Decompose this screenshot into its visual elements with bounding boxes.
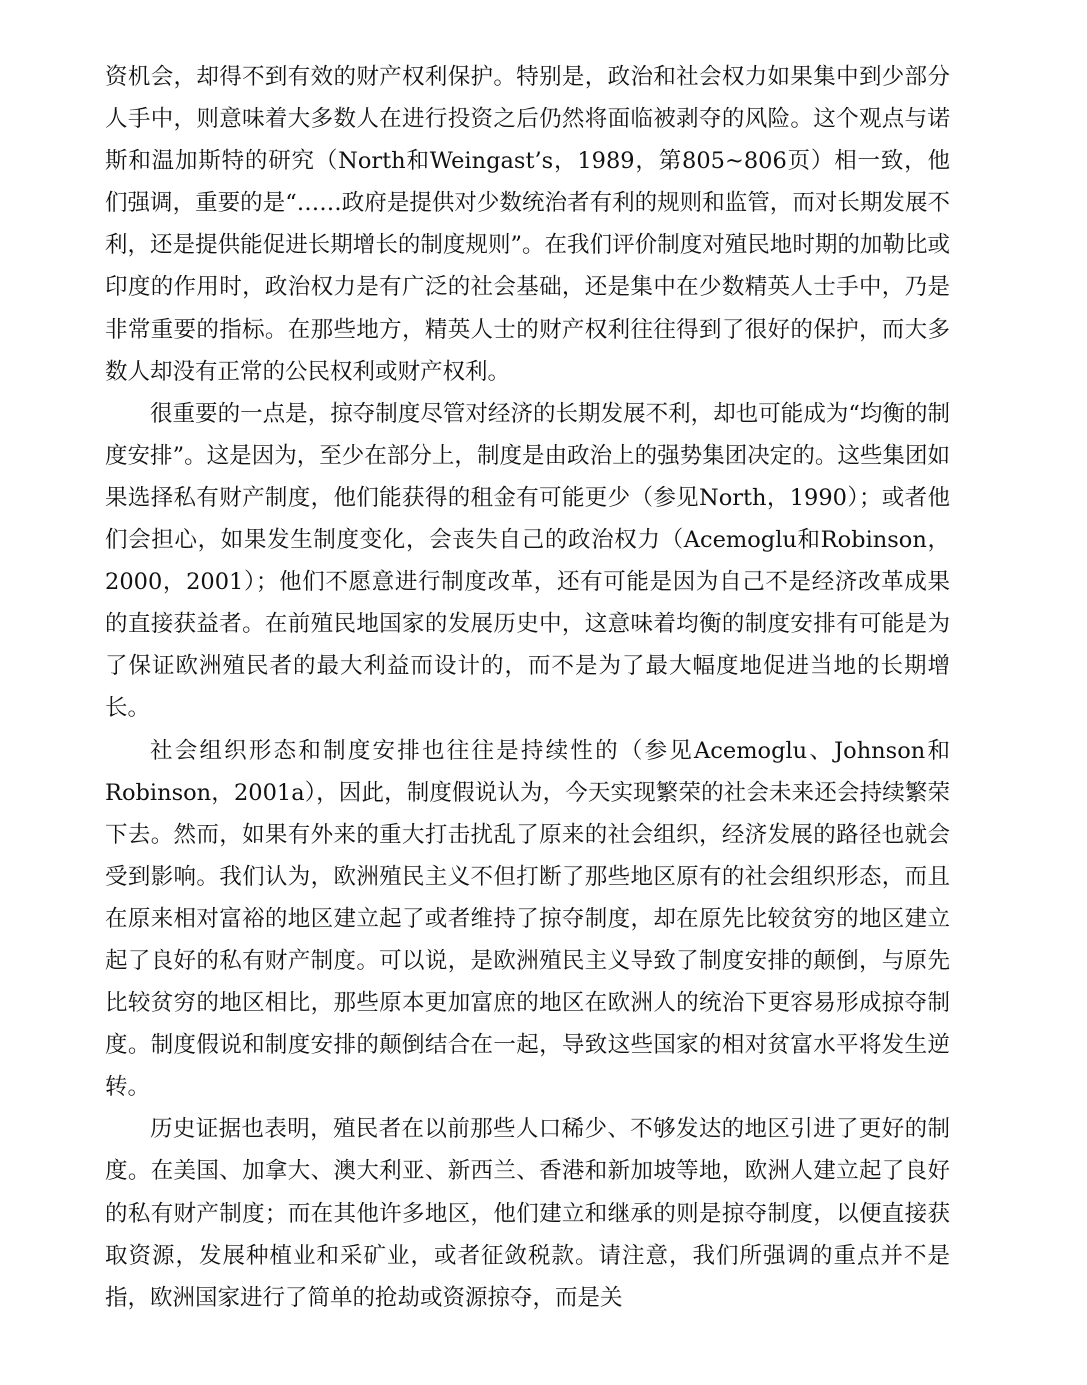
paragraph-historical-evidence: 历史证据也表明，殖民者在以前那些人口稀少、不够发达的地区引进了更好的制度。在美国、加拿大、澳大利亚、新西兰、香港和新加坡等地，欧洲人建立起了良好的私有财产制度；而在其他许多地区，他们建立和继承的则是掠夺制度，以便直接获取资源，发展种植业和采矿业，或者征敛税款。请注意，我们所强调的重点并不是指，欧洲国家进行了简单的抢劫或资源掠夺，而是关 <box>105 1116 950 1311</box>
paragraph-continuation: 资机会，却得不到有效的财产权利保护。特别是，政治和社会权力如果集中到少部分人手中，则意味着大多数人在进行投资之后仍然将面临被剥夺的风险。这个观点与诺斯和温加斯特的研究（North和Weingast’s，1989，第805~806页）相一致，他们强调，重要的是“……政府是提供对少数统治者有利的规则和监管，而对长期发展不利，还是提供能促进长期增长的制度规则”。在我们评价制度对殖民地时期的加勒比或印度的作用时，政治权力是有广泛的社会基础，还是集中在少数精英人士手中，乃是非常重要的指标。在那些地方，精英人士的财产权利往往得到了很好的保护，而大多数人却没有正常的公民权利或财产权利。 <box>105 64 950 385</box>
paragraph-persistence-reversal: 社会组织形态和制度安排也往往是持续性的（参见Acemoglu、Johnson和Robinson，2001a），因此，制度假说认为，今天实现繁荣的社会未来还会持续繁荣下去。然而，如果有外来的重大打击扰乱了原来的社会组织，经济发展的路径也就会受到影响。我们认为，欧洲殖民主义不但打断了那些地区原有的社会组织形态，而且在原来相对富裕的地区建立起了或者维持了掠夺制度，却在原先比较贫穷的地区建立起了良好的私有财产制度。可以说，是欧洲殖民主义导致了制度安排的颠倒，与原先比较贫穷的地区相比，那些原本更加富庶的地区在欧洲人的统治下更容易形成掠夺制度。制度假说和制度安排的颠倒结合在一起，导致这些国家的相对贫富水平将发生逆转。 <box>105 737 950 1101</box>
document-page <box>105 56 950 1319</box>
paragraph-equilibrium-institutions: 很重要的一点是，掠夺制度尽管对经济的长期发展不利，却也可能成为“均衡的制度安排”。这是因为，至少在部分上，制度是由政治上的强势集团决定的。这些集团如果选择私有财产制度，他们能获得的租金有可能更少（参见North，1990）；或者他们会担心，如果发生制度变化，会丧失自己的政治权力（Acemoglu和Robinson，2000，2001）；他们不愿意进行制度改革，还有可能是因为自己不是经济改革成果的直接获益者。在前殖民地国家的发展历史中，这意味着均衡的制度安排有可能是为了保证欧洲殖民者的最大利益而设计的，而不是为了最大幅度地促进当地的长期增长。 <box>105 400 950 722</box>
